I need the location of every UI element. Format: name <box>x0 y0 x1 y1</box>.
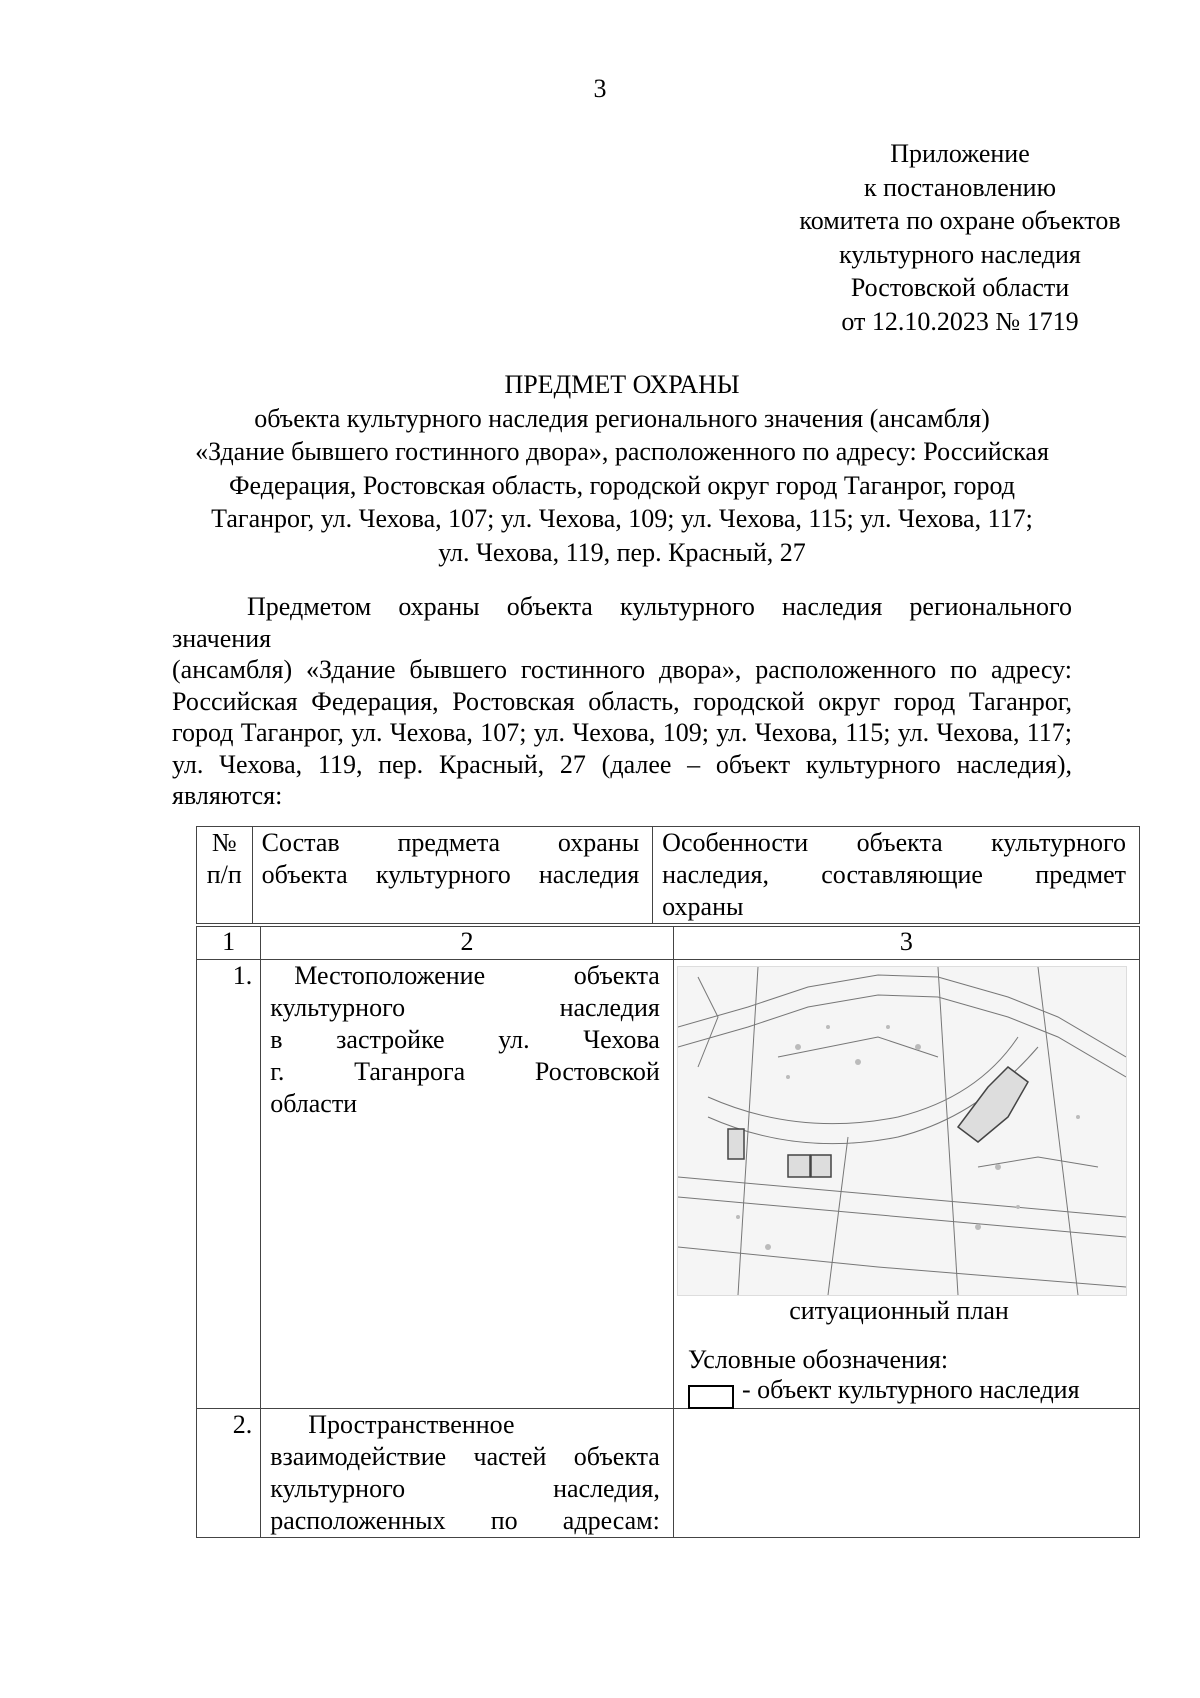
map-drawing <box>678 967 1126 1295</box>
header-table <box>196 826 1140 924</box>
row-number: 2. <box>197 1409 261 1538</box>
header-text: объекта культурного наследия <box>261 860 640 889</box>
legend-item: - объект культурного наследия <box>742 1375 1080 1404</box>
header-text: наследия, составляющие предмет <box>662 860 1126 889</box>
legend-symbol-box <box>688 1385 734 1409</box>
header-row <box>197 827 1140 924</box>
title-line: «Здание бывшего гостинного двора», расположенного по адресу: Российская <box>195 437 1049 466</box>
header-text: Особенности объекта культурного <box>662 828 1126 857</box>
intro-line: город Таганрог, ул. Чехова, 107; ул. Чехова, 109; ул. Чехова, 115; ул. Чехова, 117; <box>172 718 1072 747</box>
title-line: ул. Чехова, 119, пер. Красный, 27 <box>438 537 806 567</box>
col-number-3: 3 <box>673 927 1139 960</box>
situation-plan-image <box>677 966 1127 1296</box>
intro-line: являются: <box>172 781 283 810</box>
intro-line: ул. Чехова, 119, пер. Красный, 27 (далее – объект культурного наследия), <box>172 749 1072 779</box>
intro-line: (ансамбля) «Здание бывшего гостинного двора», расположенного по адресу: <box>172 655 1072 684</box>
row-line: Местоположение объекта <box>294 961 660 990</box>
intro-line: Предметом охраны объекта культурного наследия регионального значения <box>172 592 1072 653</box>
header-col-number <box>197 827 253 924</box>
row-description <box>261 1409 674 1538</box>
row-line: культурного наследия <box>270 993 660 1022</box>
row-line: расположенных по адресам: <box>270 1506 660 1535</box>
appendix-line: Приложение <box>890 139 1030 168</box>
row-line: взаимодействие частей объекта <box>270 1442 660 1471</box>
title-heading: ПРЕДМЕТ ОХРАНЫ <box>504 370 740 399</box>
header-text: п/п <box>206 860 242 889</box>
appendix-line: от 12.10.2023 № 1719 <box>841 306 1079 336</box>
legend-title: Условные обозначения: <box>688 1345 949 1374</box>
document-title <box>172 368 1072 569</box>
intro-line: Российская Федерация, Ростовская область, городской округ город Таганрог, <box>172 686 1072 716</box>
row-line: в застройке ул. Чехова <box>270 1025 660 1054</box>
row-line: области <box>270 1089 358 1118</box>
page-number: 3 <box>593 74 607 103</box>
table-row <box>197 1409 1140 1538</box>
header-col-features <box>653 827 1140 924</box>
header-col-composition <box>252 827 653 924</box>
row-features <box>673 1409 1139 1538</box>
col-number-1: 1 <box>197 927 261 960</box>
appendix-line: комитета по охране объектов <box>799 206 1121 235</box>
map-caption: ситуационный план <box>789 1296 1009 1325</box>
row-line: Пространственное <box>308 1410 515 1439</box>
title-line: Таганрог, ул. Чехова, 107; ул. Чехова, 109; ул. Чехова, 115; ул. Чехова, 117; <box>211 504 1033 533</box>
appendix-line: культурного наследия <box>839 239 1081 269</box>
numbering-row <box>197 927 1140 960</box>
header-text: № <box>211 828 237 857</box>
row-number: 1. <box>197 960 261 1409</box>
title-line: Федерация, Ростовская область, городской округ город Таганрог, город <box>229 470 1015 500</box>
col-number-2: 2 <box>261 927 674 960</box>
row-line: г. Таганрога Ростовской <box>270 1057 660 1086</box>
header-text: Состав предмета охраны <box>261 828 640 857</box>
appendix-line: к постановлению <box>863 172 1057 202</box>
row-description <box>261 960 674 1409</box>
intro-paragraph <box>172 591 1072 812</box>
header-text: охраны <box>662 892 744 921</box>
row-line: культурного наследия, <box>270 1474 660 1503</box>
appendix-line: Ростовской области <box>850 273 1070 302</box>
appendix-block <box>770 137 1150 338</box>
title-line: объекта культурного наследия регионального значения (ансамбля) <box>254 403 990 433</box>
